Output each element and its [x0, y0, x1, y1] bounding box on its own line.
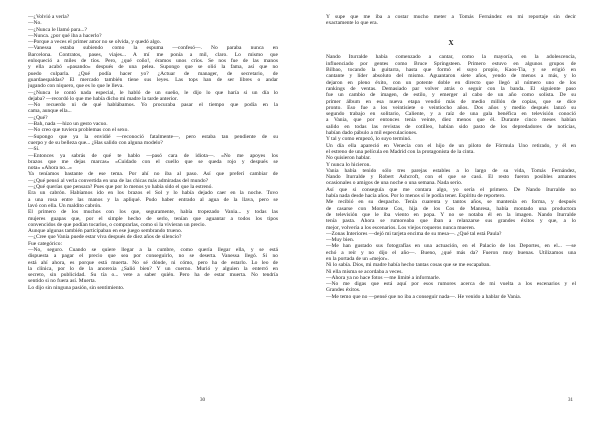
text-line: Nando Iturralde y Robert Ashcroft, con el que se casó. El resto fueron posibles amantes [326, 174, 576, 181]
text-line: Era un cabrón. Habíamos ido en los brazos el Sol y lo había dejado caer en la noche. Tuvo [28, 190, 278, 197]
text-line: —¿Nunca le contó nada especial, le habló de un sueño, le dijo lo que haría si un día lo [28, 89, 278, 96]
text-line: —Me temo que no —pensé que no iba a conseguir nada—. He venido a hablar de Vania. [326, 293, 522, 300]
text-line: de casarse con Montse Cos, hija de los Cos de Manresa, había montado una productora [326, 205, 576, 212]
page-number-left: 30 [200, 398, 205, 403]
chapter-heading: X [448, 39, 454, 48]
text-line: —¿Qué? [28, 114, 48, 121]
text-line: jugando con niquero, que es lo que le lleva. [28, 83, 124, 90]
text-line: mujeres guapas que, por el simple hecho de serlo, tenían que aguantar a todos los tipos [28, 215, 278, 222]
text-line: cuerpo y de su belleza que... ¿Has salido con alguna modelo? [28, 139, 163, 146]
text-line: guardaespaldas? El mercado también tiene sus leyes. Las tops han de ser libres o andar [28, 76, 278, 83]
text-line: —¿Nunca le llamó para...? [28, 26, 87, 33]
text-line: en la portada de un «mejor». [326, 255, 389, 262]
text-line: —Bah, nada —hizo un gesto vacuo. [28, 121, 108, 128]
chapter-body [326, 54, 576, 300]
text-line: —No recuerdo ni de qué hablábamos. Yo procuraba pasar el tiempo que podía en la [28, 102, 278, 109]
text-line: puedo culparla. ¿Qué podía hacer yo? ¿Actuar de manager, de secretario, de [28, 70, 278, 77]
text-line: —Porque a veces el primer amor no se olvida, y quedó algo. [28, 39, 162, 46]
text-line: —Entonces ya sabrás de qué te hablo —pasó cara de idiota—. «No me apoyes los [28, 152, 278, 159]
text-line: nota» «Ahora no...» [28, 165, 72, 172]
text-line: El primero de los muchos con los que, seguramente, había tropezado Vania... y todas las [28, 209, 278, 216]
text-line: Barcelona. Contratos, pases, viajes... A mí me ponía a mil, claro. Lo mismo que [28, 51, 278, 58]
text-line: Lo dijo sin ninguna pasión, sin sentimiento. [28, 284, 125, 291]
text-line: Nando Iturralde había comenzado a cantar, como la mayoría, en la adolescencia, [326, 54, 576, 61]
text-line: —Sí. [28, 146, 40, 153]
text-line: Bilbao, tocando la guitarra, hasta que formó el suyo propio, Kaos-Tia, y se erigió en [326, 67, 576, 74]
text-line: ocasionales o amigos de una noche o una semana. Nada serio. [326, 180, 463, 187]
text-line: —¿Qué querías que pensara? Pues que por lo menos yo había sido el que la estrenó. [28, 184, 213, 191]
text-line: cama, aunque ella... [28, 108, 72, 115]
text-line: —¿Qué pensó al verla convertida en una de las chicas más admiradas del mundo? [28, 177, 209, 184]
text-line: Así que si conseguía que me contara algo, yo sería el primero. De Nando Iturralde no [326, 186, 576, 193]
text-line: Vania había tenido sólo tres parejas estables a lo largo de su vida, Tomás Fernández, [326, 167, 576, 174]
text-line: brazos que me dejas marcas» «Cuidado con el cuello que se queda rojo y después se [28, 158, 278, 165]
text-line: Y tal y como empezó, lo suyo terminó. [326, 136, 412, 143]
text-line: rankings de ventas. Demasiado par volver atrás o seguir con la banda. El siguiente paso [326, 85, 576, 92]
text-line: —Muy bien. [326, 237, 355, 244]
text-line: segundo trabajo en solitario, Caliente, y a raíz de una gala benéfica en televisión conoció [326, 111, 576, 118]
text-line: habían dado pábulo a mil especulaciones. [326, 130, 418, 137]
text-line: —Nunca. ¿por qué iba a hacerlo? [28, 32, 102, 39]
text-line: mejor, volvería a los escenarios. Los viejos roqueros nunca mueren. [326, 224, 476, 231]
text-line: lavó con ella. Un maldito cabrón. [28, 202, 102, 209]
text-line: dejaron en pleno éxito, con un potente doble en directo que llegó al número uno de los [326, 79, 576, 86]
text-line: —No me digas que está aquí por esos rumores acerca de mi vuelta a los escenarios y el [326, 281, 576, 288]
text-line: —Vanessa estaba subiendo como la espuma —confesó—. No paraba nunca en [28, 45, 278, 52]
text-line: dispuesta a pagar el precio que sea por conseguirlo, no se deserta. Vanessa llegó. Si no [28, 253, 278, 260]
page-number-right: 31 [568, 398, 573, 403]
text-line: y ella acabó «pasando» después de una pelea. Supongo que se olió la fama, así que no [28, 64, 278, 71]
text-line: influenciado por gentes como Bruce Springsteen. Primero estuvo en algunos grupos de [326, 60, 576, 67]
text-line: Ni lo sabía. Dios, mi madre había hecho tantas cosas que se me escapaban. [326, 262, 491, 269]
text-line: exactamente lo que era. [326, 20, 378, 27]
text-line: Fue categórico: [28, 240, 63, 247]
text-line: —Ahora ya no hace fotos —me limité a informarle. [326, 274, 441, 281]
text-line: dejaba? —recordó lo que me había dicho mi madre la tarde anterior. [28, 95, 178, 102]
text-line: Me recibió en su despacho. Tenía cuarenta y tantos años, se mantenía en forma, y después [326, 199, 576, 206]
text-line: secreto, sin publicidad. Su tía o... vete a saber quién. Pero ha de estar muerta. No tendría [28, 272, 278, 279]
text-line: Grandes éxitos. [326, 287, 361, 294]
text-line: había nada desde hacía años. Por lo menos sí le podía tener. Espíritu de reportero. [326, 193, 506, 200]
text-line: —No creo que tuviera problemas con el sexo. [28, 127, 129, 134]
text-line: salido en todas las revistas de cotilleo, habían sido pasto de los depredadores de noticias, [326, 123, 576, 130]
text-line: primer álbum en esa nueva etapa vendió más de medio millón de copias, que se dice [326, 98, 576, 105]
text-line: —Me han gustado sus fotografías en una actuación, en el Palacio de los Deportes, en el... —se [326, 243, 576, 250]
text-line: Y supe que me iba a costar mucho meter a Tomás Fernández en mi reportaje sin decir [326, 14, 576, 20]
text-line: el estreno de una película en Madrid con la protagonista de la cinta. [326, 148, 475, 155]
text-line: fue un cambio de imagen, de estilo, y emerger al cabo de un año como solista. De su [326, 92, 576, 99]
text-line: Ni ella misma se acordaba a veces. [326, 268, 403, 275]
text-line: Aunque algunas también participaban en ese juego sembrando trueno. [28, 228, 183, 235]
text-line: sentido si no fuera así. Muerta. [28, 278, 96, 285]
continued-paragraph [326, 14, 576, 27]
text-line: echó a reír y no dijo el año—. Bueno, ¿qué más da? Fueron muy buenas. Utilizamos una [326, 249, 576, 256]
text-line: la clínica, por lo de la anorexia ¿Salió bien? Y un cuerno. Murió y alguien la enterró en [28, 265, 278, 272]
text-line: Y nunca lo hicieron. [326, 161, 371, 168]
text-line: a Vania, que por entonces tenía veinte, diez menos que él. Durante cinco meses habían [326, 117, 576, 124]
text-line: —¿Cree que Vania puede estar viva después de diez años de silencio? [28, 234, 182, 241]
text-line: —No. [28, 20, 42, 27]
text-line: está ahí ahora, es porque está muerta. No sé dónde, ni cómo, pero ha de estarlo. Lo leo de [28, 259, 278, 266]
text-line: tenía pasta. Ahora se rumoreaba que iban a relanzarse sus grandes éxitos y que, a lo [326, 218, 576, 225]
text-line: —Zonas Interiores —dejó mi tarjeta encima de su mesa—. ¿Qué tal está Paula? [326, 230, 502, 237]
text-line: cantante y líder absoluto del mismo. Aguantaron siete años, yendo de menos a más, y lo [326, 73, 576, 80]
text-line: —Supongo que ya la envidié —reconoció fatalmente—, pero estaba tan pendiente de su [28, 133, 278, 140]
text-line: a una rosa entre las manos y la apliqué. Pudo haber entrado al agua de la llava, pero se [28, 196, 278, 203]
right-page-text [326, 14, 576, 300]
left-page-text [28, 14, 278, 291]
text-line: enloqueció a miles de tíos. Pero, ¿qué coño!, éramos unos críos. Se nos fue de las manos [28, 58, 278, 65]
text-line: de televisión que le iba viento en popa. Y no se notaba él en la imagen. Nando Iturralde [326, 211, 576, 218]
text-line: Un día ella apareció en Venecia con el hijo de un piloto de Fórmula Uno retirado, y él en [326, 142, 576, 149]
text-line: convencidos de que podían tocarlos, o comprarlas, como si la vivieran un precio. [28, 221, 206, 228]
text-line: —No, seguro. Cuando se quiere llegar a la cumbre, como quería llegar ella, y se está [28, 246, 278, 253]
text-line: —¿Volvió a verla? [28, 14, 70, 20]
text-line: pronto. Eso fue a los veintisiete o veintiocho años. Dos años y medio después lanzó su [326, 104, 576, 111]
text-line: No quisieron hablar. [326, 155, 371, 162]
text-line: Ya teníamos bastante de ese tema. Por ahí no iba al paso. Así que preferí cambiar de [28, 171, 278, 178]
